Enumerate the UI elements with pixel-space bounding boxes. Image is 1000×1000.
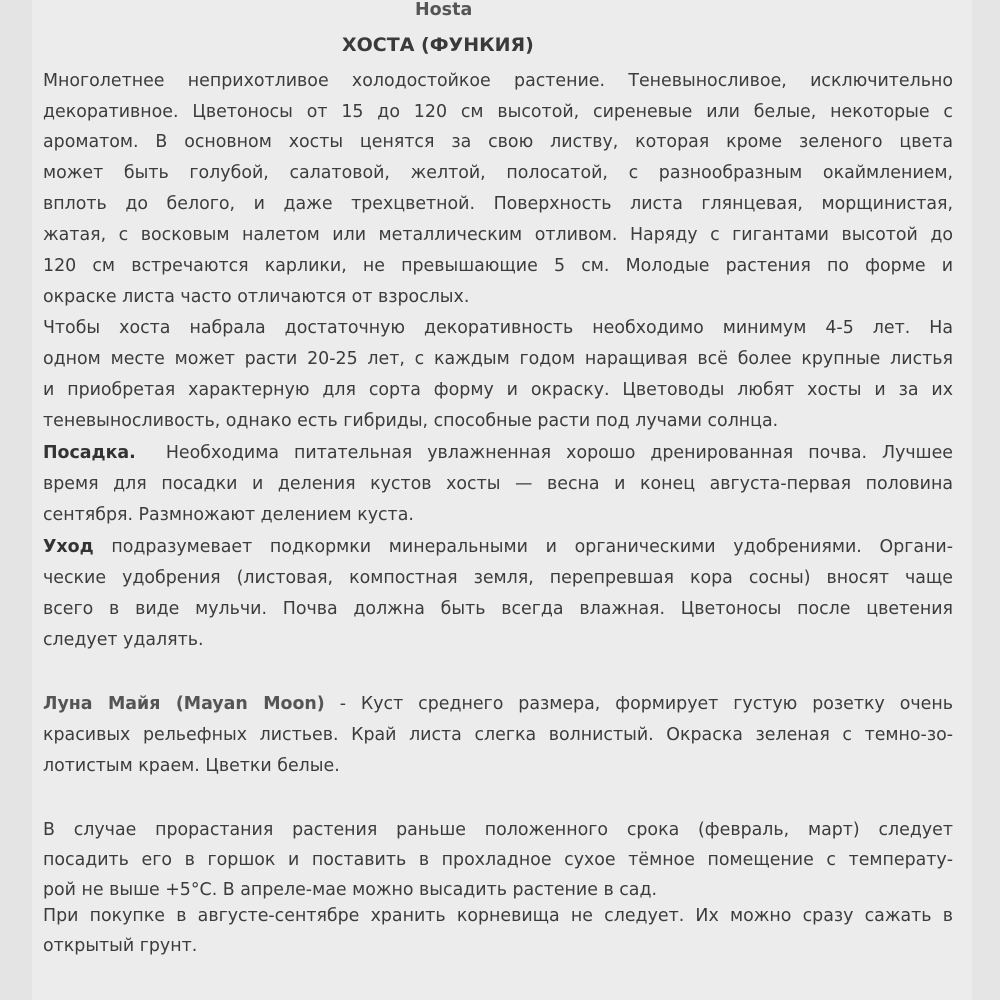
storage-line: посадить его в горшок и поставить в прохладное сухое тёмное помещение с температу- xyxy=(43,850,953,870)
growth-line: одном месте может расти 20-25 лет, с каждым годом наращивая всё более крупные листья xyxy=(43,349,953,369)
variety-line: красивых рельефных листьев. Край листа слегка волнистый. Окраска зеленая с темно-зо- xyxy=(43,725,953,745)
planting-line: время для посадки и деления кустов хосты — весна и конец августа-первая половина xyxy=(43,474,953,494)
storage-line: открытый грунт. xyxy=(43,936,198,956)
storage-line: рой не выше +5°С. В апреле-мае можно высадить растение в сад. xyxy=(43,880,658,900)
care-text: подразумевает подкормки минеральными и органическими удобрениями. Органи- xyxy=(111,537,953,557)
scan-margin-right xyxy=(972,0,1000,1000)
growth-line: Чтобы хоста набрала достаточную декоративность необходимо минимум 4-5 лет. На xyxy=(43,318,953,338)
title-latin: Hosta xyxy=(415,0,473,20)
title-russian: ХОСТА (ФУНКИЯ) xyxy=(342,34,534,56)
intro-line: 120 см встречаются карлики, не превышающие 5 см. Молодые растения по форме и xyxy=(43,256,953,276)
intro-line: декоративное. Цветоносы от 15 до 120 см высотой, сиреневые или белые, некоторые с xyxy=(43,102,953,122)
growth-line: теневыносливость, однако есть гибриды, способные расти под лучами солнца. xyxy=(43,411,779,431)
scan-margin-left xyxy=(0,0,32,1000)
care-line: ческие удобрения (листовая, компостная земля, перепревшая кора сосны) вносят чаще xyxy=(43,568,953,588)
care-line xyxy=(43,532,953,562)
intro-line: Многолетнее неприхотливое холодостойкое растение. Теневыносливое, исключительно xyxy=(43,71,953,91)
intro-line: окраске листа часто отличаются от взрослых. xyxy=(43,287,470,307)
intro-line: может быть голубой, салатовой, желтой, полосатой, с разнообразным окаймлением, xyxy=(43,163,953,183)
planting-line xyxy=(43,438,953,468)
variety-line: лотистым краем. Цветки белые. xyxy=(43,756,340,776)
growth-line: и приобретая характерную для сорта форму и окраску. Цветоводы любят хосты и за их xyxy=(43,380,953,400)
care-heading: Уход xyxy=(43,537,94,557)
storage-line: При покупке в августе-сентябре хранить корневища не следует. Их можно сразу сажать в xyxy=(43,906,953,926)
care-line: следует удалять. xyxy=(43,630,204,650)
variety-line xyxy=(43,689,953,719)
intro-line: вплоть до белого, и даже трехцветной. Поверхность листа глянцевая, морщинистая, xyxy=(43,194,953,214)
variety-text: - Куст среднего размера, формирует густую розетку очень xyxy=(339,694,953,714)
variety-heading: Луна Майя (Mayan Moon) xyxy=(43,694,325,714)
intro-line: ароматом. В основном хосты ценятся за свою листву, которая кроме зеленого цвета xyxy=(43,132,953,152)
intro-line: жатая, с восковым налетом или металлическим отливом. Наряду с гигантами высотой до xyxy=(43,225,953,245)
planting-text: Необходима питательная увлажненная хорошо дренированная почва. Лучшее xyxy=(165,443,953,463)
care-line: всего в виде мульчи. Почва должна быть всегда влажная. Цветоносы после цветения xyxy=(43,599,953,619)
planting-line: сентября. Размножают делением куста. xyxy=(43,505,414,525)
storage-line: В случае прорастания растения раньше положенного срока (февраль, март) следует xyxy=(43,820,953,840)
planting-heading: Посадка. xyxy=(43,443,136,463)
